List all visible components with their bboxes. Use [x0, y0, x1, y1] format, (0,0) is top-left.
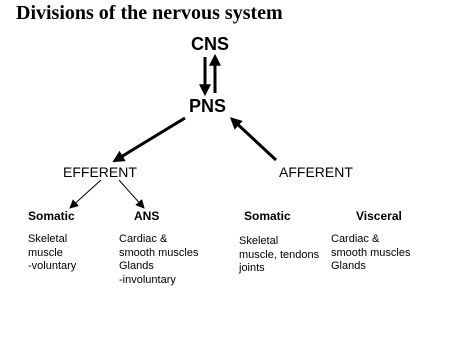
visceral-description: Cardiac & smooth muscles Glands	[331, 233, 411, 272]
afferent-somatic-description: Skeletal muscle, tendons joints	[239, 235, 320, 274]
visceral-label: Visceral	[356, 209, 402, 223]
efferent-to-somatic-arrow	[70, 180, 101, 208]
ans-description: Cardiac & smooth muscles Glands -involuntary	[119, 233, 199, 286]
pns-to-efferent-arrow	[116, 118, 185, 160]
efferent-somatic-label: Somatic	[28, 209, 75, 223]
afferent-label: AFFERENT	[279, 164, 353, 180]
afferent-somatic-label: Somatic	[244, 209, 291, 223]
diagram-title: Divisions of the nervous system	[16, 2, 283, 24]
cns-label: CNS	[191, 34, 230, 54]
efferent-label: EFFERENT	[63, 164, 137, 180]
ans-label: ANS	[134, 209, 160, 223]
afferent-to-pns-arrow	[233, 120, 276, 160]
efferent-somatic-description: Skeletal muscle -voluntary	[28, 233, 77, 272]
efferent-to-ans-arrow	[119, 180, 144, 208]
pns-label: PNS	[189, 96, 227, 116]
